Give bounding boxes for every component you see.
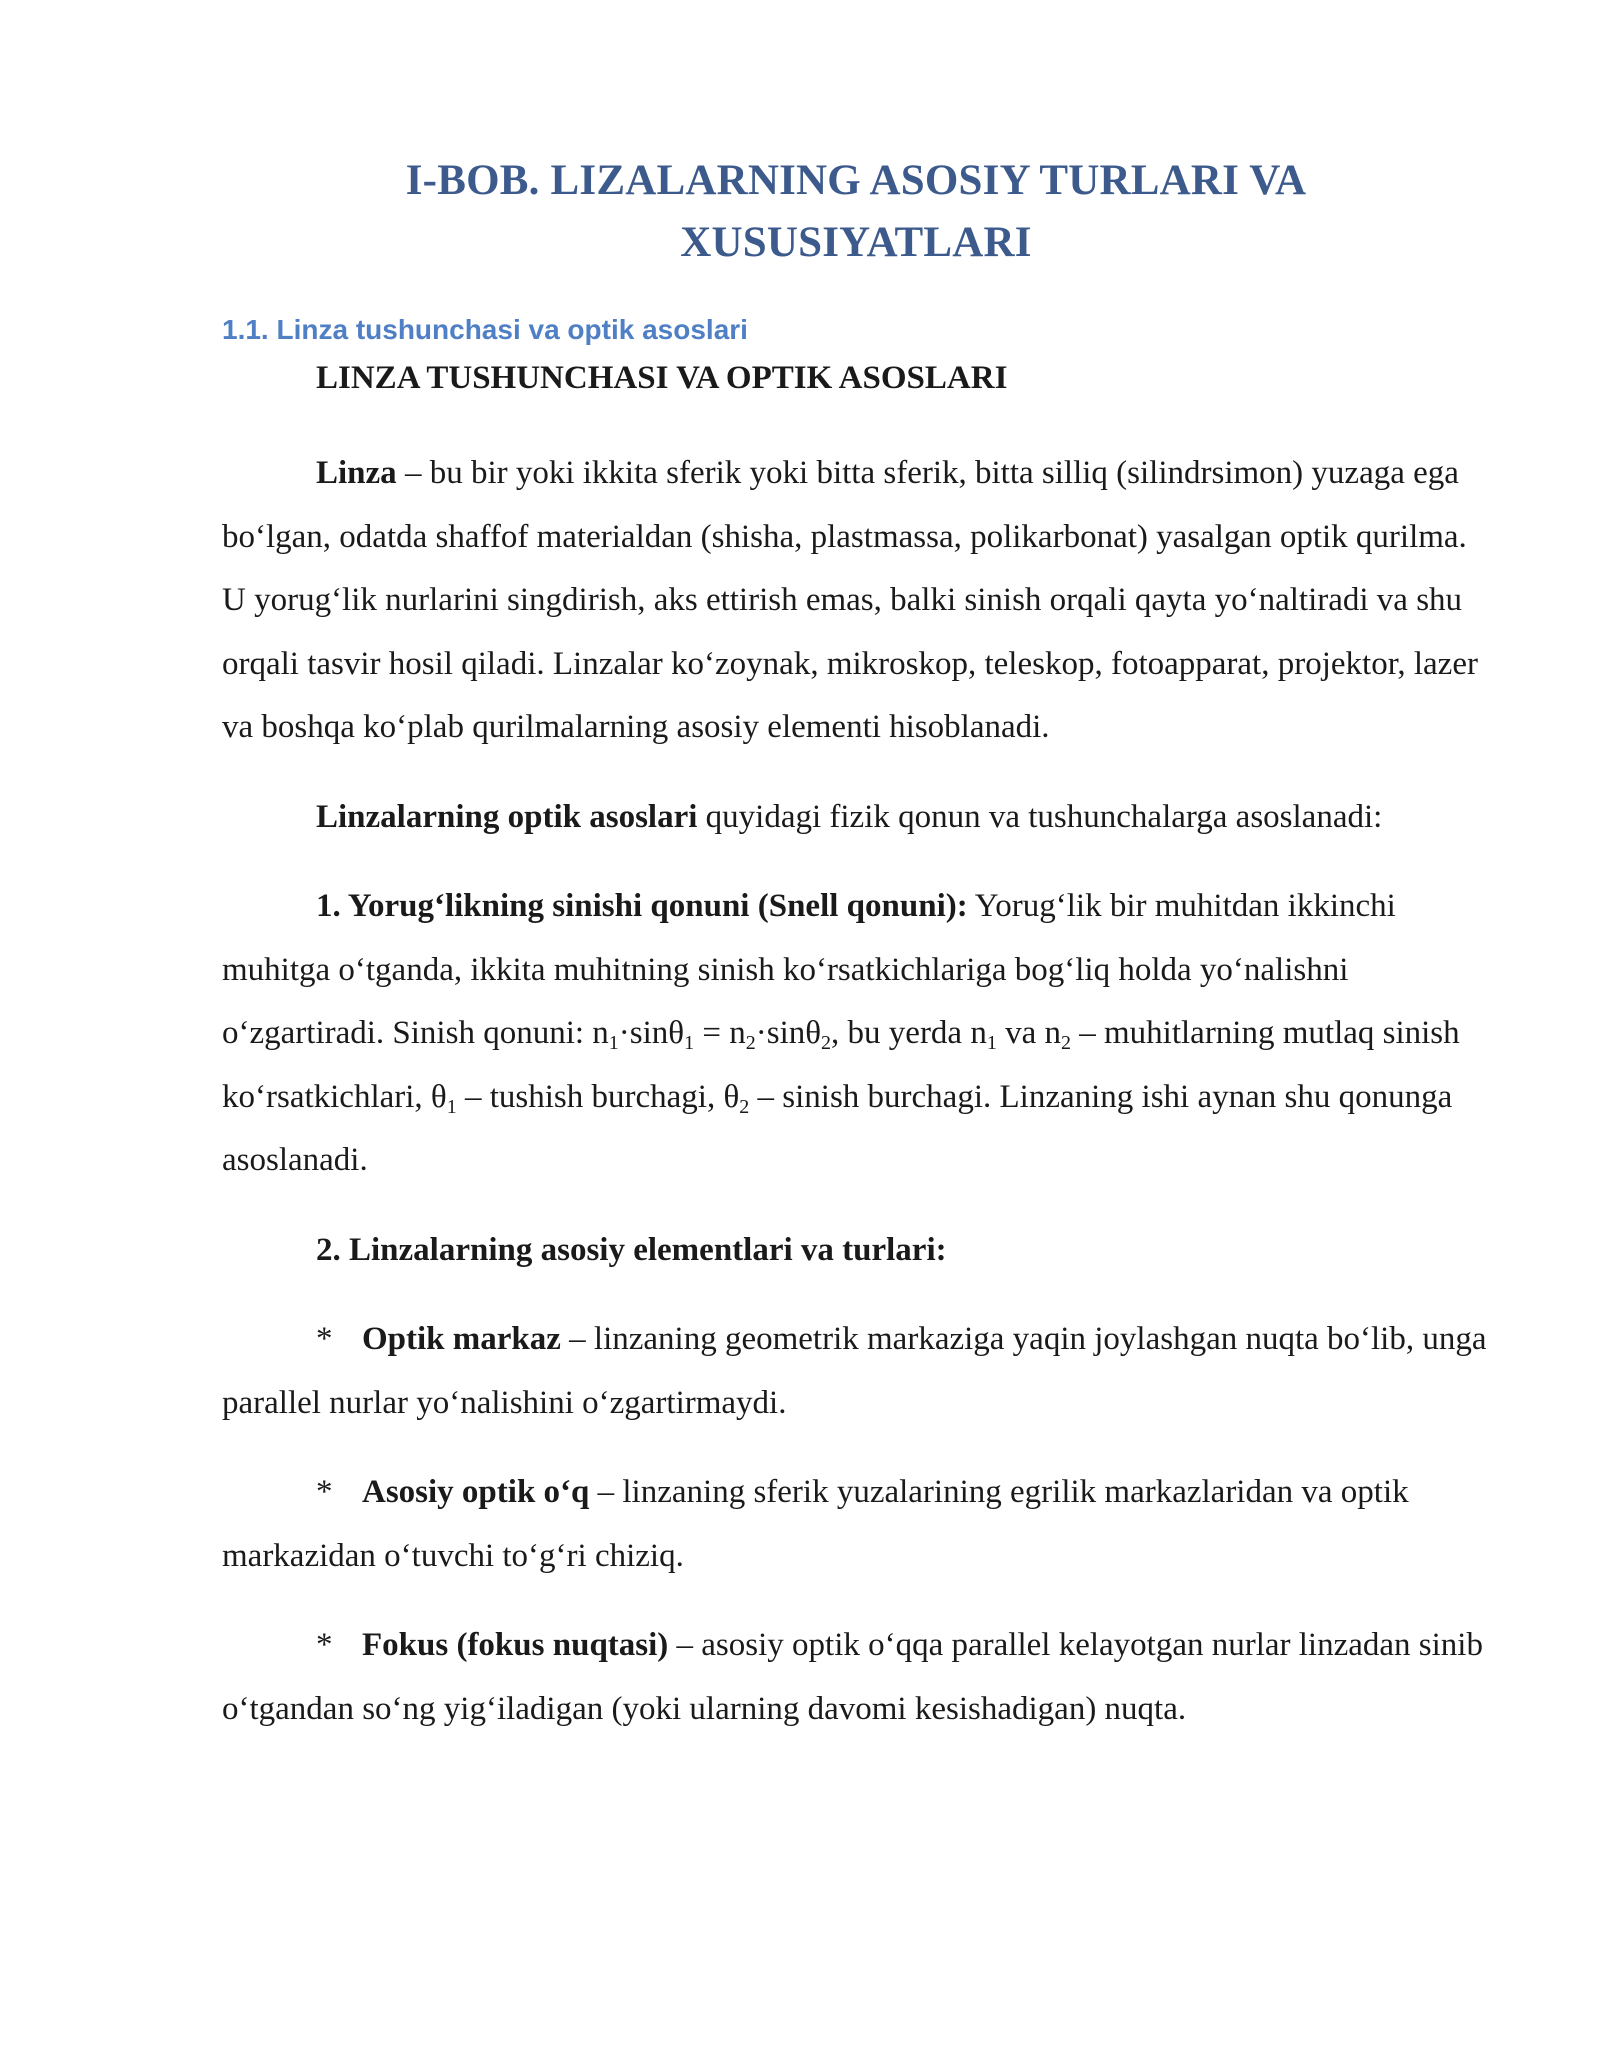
term-optical-basics: Linzalarning optik asoslari — [316, 798, 698, 835]
subscript: 1 — [684, 1032, 695, 1054]
chapter-title-line2: XUSUSIYATLARI — [680, 219, 1032, 266]
snell-text: – tushish burchagi, θ — [456, 1078, 740, 1115]
bullet-text: – linzaning geometrik markaziga yaqin joylashgan nuqta bo‘lib, unga parallel nurlar yo‘nalishini o‘zgartirmaydi. — [222, 1321, 1487, 1421]
snell-text: ·sinθ — [755, 1015, 822, 1051]
paragraph-elements-heading — [222, 1219, 1490, 1283]
document-page — [222, 150, 1490, 1767]
subtitle: LINZA TUSHUNCHASI VA OPTIK ASOSLARI — [316, 360, 1008, 396]
bullet-star-icon: * — [316, 1627, 333, 1663]
snell-text: = n — [694, 1015, 746, 1051]
paragraph-optical-basics — [222, 786, 1490, 850]
term-snell-law: 1. Yorug‘likning sinishi qonuni (Snell qonuni): — [316, 888, 968, 924]
paragraph-text: – bu bir yoki ikkita sferik yoki bitta sferik, bitta silliq (silindrsimon) yuzaga ega bo‘lgan, odatda shaffof materialdan (shisha, plastmassa, polikarbonat) yasalgan optik qurilma. U yorug‘lik nurlarini singdirish, aks ettirish emas, balki sinish orqali qayta yo‘naltiradi va shu orqali tasvir hosil qiladi. Linzalar ko‘zoynak, mikroskop, teleskop, fotoapparat, projektor, lazer va boshqa ko‘plab qurilmalarning asosiy elementi hisoblanadi. — [222, 455, 1478, 745]
paragraph-snell-law — [222, 875, 1490, 1193]
snell-text: , bu yerda n — [831, 1015, 987, 1051]
list-item — [222, 1461, 1490, 1588]
subscript: 1 — [446, 1095, 457, 1118]
term-linza: Linza — [316, 455, 397, 491]
subscript: 1 — [608, 1032, 619, 1054]
bullet-term: Optik markaz — [362, 1321, 561, 1357]
snell-text: – muhitlarning mutlaq sinish ko‘rsatkichlari, θ — [222, 1015, 1460, 1115]
chapter-title — [222, 150, 1490, 274]
bullet-text: – asosiy optik o‘qqa parallel kelayotgan nurlar linzadan sinib o‘tgandan so‘ng yig‘iladigan (yoki ularning davomi kesishadigan) nuqta. — [222, 1627, 1483, 1727]
section-heading: 1.1. Linza tushunchasi va optik asoslari — [222, 314, 748, 345]
snell-text: ·sinθ — [618, 1015, 685, 1051]
term-elements: 2. Linzalarning asosiy elementlari va turlari: — [316, 1231, 947, 1268]
bullet-text: – linzaning sferik yuzalarining egrilik markazlaridan va optik markazidan o‘tuvchi to‘g‘ri chiziq. — [222, 1474, 1409, 1574]
bullet-term: Fokus (fokus nuqtasi) — [362, 1627, 669, 1663]
list-item — [222, 1308, 1490, 1435]
paragraph-linza-definition — [222, 442, 1490, 760]
subscript: 2 — [739, 1095, 750, 1118]
bullet-star-icon: * — [316, 1321, 333, 1357]
snell-text: va n — [996, 1015, 1061, 1051]
subscript: 1 — [986, 1032, 997, 1054]
chapter-title-line1: I-BOB. LIZALARNING ASOSIY TURLARI VA — [405, 157, 1307, 204]
subscript: 2 — [1061, 1032, 1071, 1054]
bullet-star-icon: * — [316, 1474, 333, 1510]
list-item — [222, 1614, 1490, 1741]
subscript: 2 — [821, 1032, 832, 1054]
bullet-term: Asosiy optik o‘q — [362, 1474, 590, 1510]
snell-text: Yorug‘lik bir muhitdan ikkinchi muhitga o‘tganda, ikkita muhitning sinish ko‘rsatkichlariga bog‘liq holda yo‘nalishni o‘zgartiradi. Sinish qonuni: n — [222, 888, 1396, 1051]
paragraph-text: quyidagi fizik qonun va tushunchalarga asoslanadi: — [697, 798, 1383, 835]
subscript: 2 — [745, 1032, 756, 1054]
snell-text: – sinish burchagi. Linzaning ishi aynan shu qonunga asoslanadi. — [222, 1078, 1453, 1178]
